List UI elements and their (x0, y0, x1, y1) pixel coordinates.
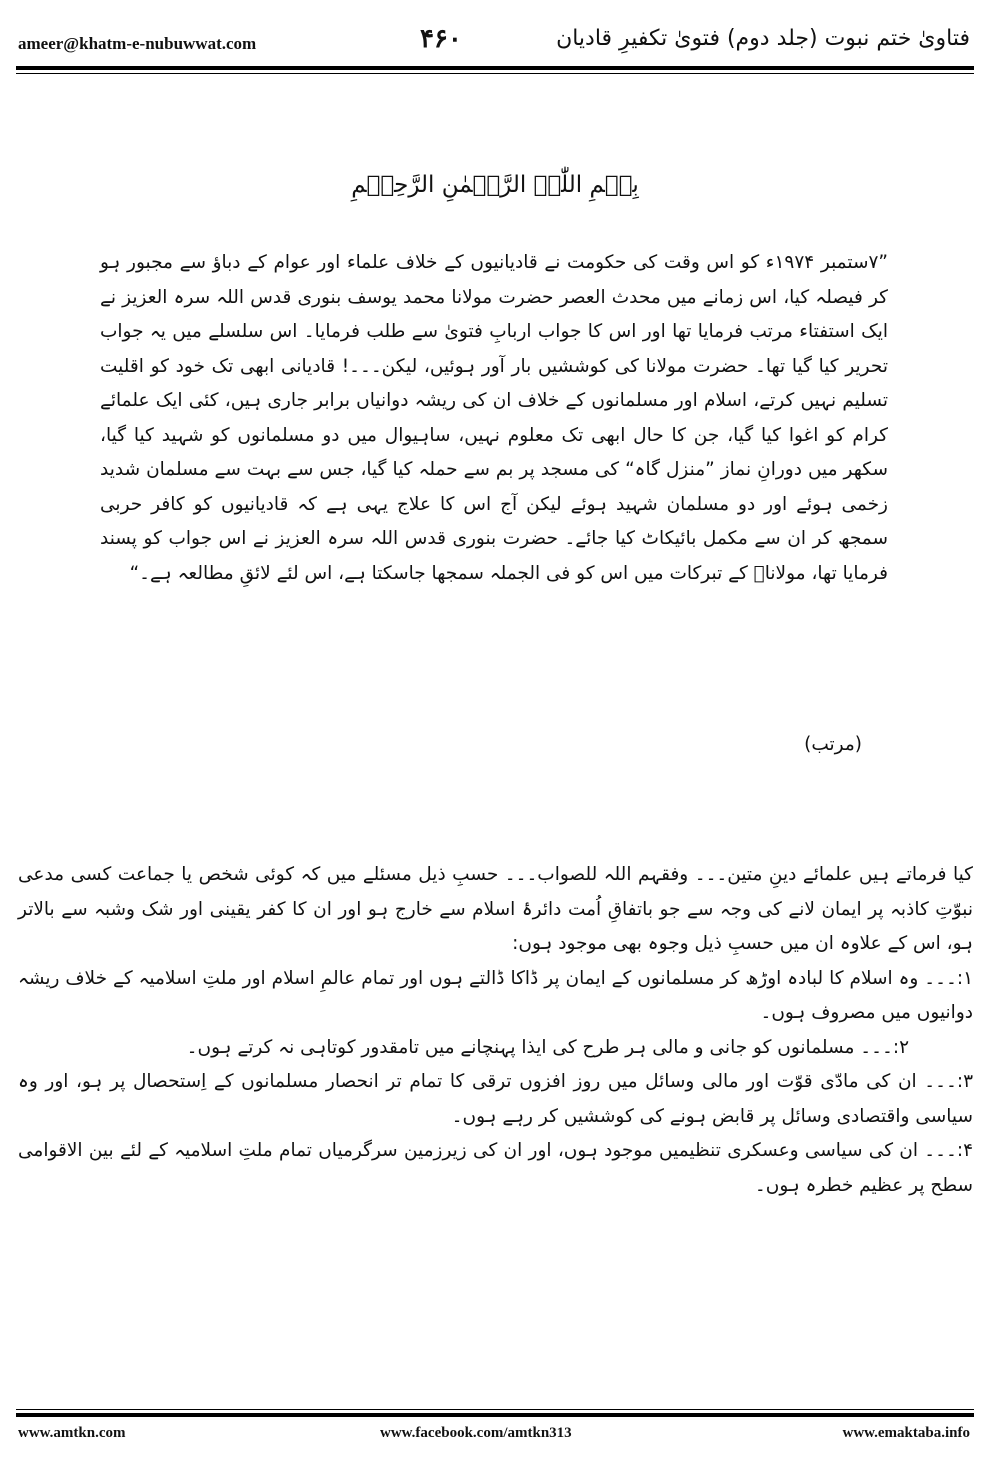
header-rule-thick (16, 66, 974, 70)
page-header (0, 18, 990, 62)
question-item-2: ۲:۔۔۔ مسلمانوں کو جانی و مالی ہر طرح کی ایذا پہنچانے میں تامقدور کوتاہی نہ کرتے ہوں۔ (186, 1036, 909, 1058)
question-item-3: ۳:۔۔۔ ان کی مادّی قوّت اور مالی وسائل میں روز افزوں ترقی کا تمام تر انحصار مسلمانوں کے اِستحصال پر ہو، اور وہ سیاسی واقتصادی وسائل پر قابض ہونے کی کوششیں کر رہے ہوں۔ (18, 1071, 973, 1127)
footer-rule-thin (16, 1409, 974, 1410)
footer-link-emaktaba[interactable]: www.emaktaba.info (842, 1425, 970, 1441)
footer-link-facebook[interactable]: www.facebook.com/amtkn313 (380, 1425, 572, 1441)
intro-signature: (مرتب) (804, 734, 862, 755)
bismillah-heading: بِسۡمِ اللّٰہِ الرَّحۡمٰنِ الرَّحِیۡمِ (351, 172, 639, 198)
intro-section (100, 246, 888, 591)
question-section (18, 858, 973, 1203)
footer-rule-thick (16, 1413, 974, 1417)
question-lead: کیا فرماتے ہیں علمائے دینِ متین۔۔۔ وفقہم اللہ للصواب۔۔۔ حسبِ ذیل مسئلے میں کہ کوئی شخص یا جماعت کسی مدعی نبوّتِ کاذبہ پر ایمان لانے کی وجہ سے جو باتفاقِ اُمت دائرۂ اسلام سے خارج ہو اور ان کا کفر یقینی اور شک وشبہ سے بالاتر ہو، اس کے علاوہ ان میں حسبِ ذیل وجوہ بھی موجود ہوں: (18, 864, 973, 954)
header-rule-thin (16, 73, 974, 74)
question-item-1: ۱:۔۔۔ وہ اسلام کا لبادہ اوڑھ کر مسلمانوں کے ایمان پر ڈاکا ڈالتے ہوں اور تمام عالمِ اسلام اور ملتِ اسلامیہ کے خلاف ریشہ دوانیوں میں مصروف ہوں۔ (18, 967, 973, 1023)
footer-link-amtkn[interactable]: www.amtkn.com (18, 1425, 126, 1441)
header-email: ameer@khatm-e-nubuwwat.com (18, 34, 257, 53)
book-title: فتاویٰ ختم نبوت (جلد دوم) فتویٰ تکفیرِ قادیان (556, 26, 970, 51)
intro-paragraph: ”۷ستمبر ۱۹۷۴ء کو اس وقت کی حکومت نے قادیانیوں کے خلاف علماء اور عوام کے دباؤ سے مجبور ہو کر فیصلہ کیا، اس زمانے میں محدث العصر حضرت مولانا محمد یوسف بنوری قدس اللہ سرہ العزیز نے ایک استفتاء مرتب فرمایا تھا اور اس کا جواب اربابِ فتویٰ سے طلب فرمایا۔ اس سلسلے میں یہ جواب تحریر کیا گیا تھا۔ حضرت مولانا کی کوششیں بار آور ہوئیں، لیکن۔۔۔! قادیانی ابھی تک خود کو اقلیت تسلیم نہیں کرتے، اسلام اور مسلمانوں کے خلاف ان کی ریشہ دوانیاں برابر جاری ہیں، کئی ایک علمائے کرام کو اغوا کیا گیا، جن کا حال ابھی تک معلوم نہیں، ساہیوال میں دو مسلمانوں کو شہید کیا گیا، سکھر میں دورانِ نماز ”منزل گاہ“ کی مسجد پر بم سے حملہ کیا گیا، جس سے بہت سے مسلمان شدید زخمی ہوئے اور دو مسلمان شہید ہوئے لیکن آج اس کا علاج یہی ہے کہ قادیانیوں کو کافر حربی سمجھ کر ان سے مکمل بائیکاٹ کیا جائے۔ حضرت بنوری قدس اللہ سرہ العزیز نے اس جواب کو پسند فرمایا تھا، مولاناؒ کے تبرکات میں اس کو فی الجملہ سمجھا جاسکتا ہے، اس لئے لائقِ مطالعہ ہے۔“ (100, 252, 888, 584)
question-item-4: ۴:۔۔۔ ان کی سیاسی وعسکری تنظیمیں موجود ہوں، اور ان کی زیرزمین سرگرمیاں تمام ملتِ اسلامیہ کے لئے بین الاقوامی سطح پر عظیم خطرہ ہوں۔ (18, 1140, 973, 1196)
page-number: ۴۶۰ (420, 24, 462, 54)
page-footer (0, 1425, 990, 1449)
